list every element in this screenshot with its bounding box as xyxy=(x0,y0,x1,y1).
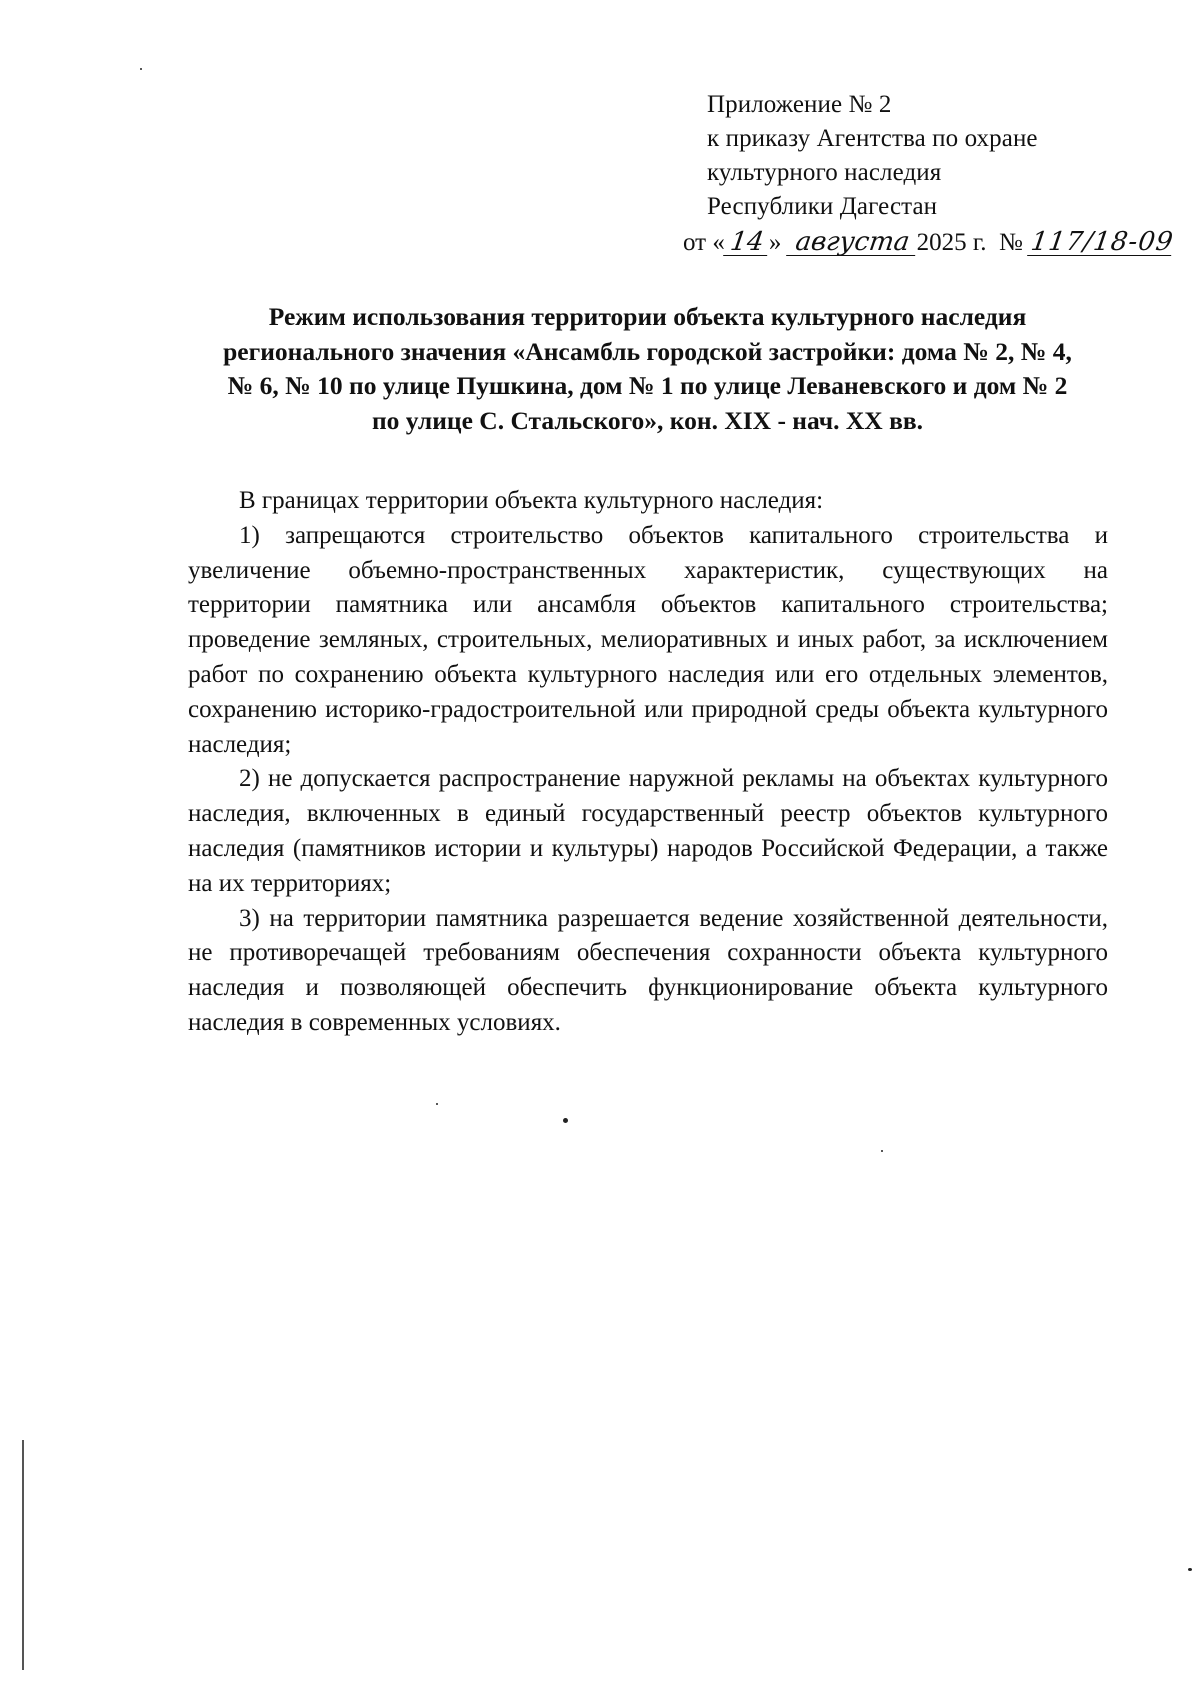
order-date-line xyxy=(683,226,1176,260)
scan-speck xyxy=(563,1118,568,1123)
scan-speck xyxy=(1188,1568,1192,1571)
date-year: 2025 г. xyxy=(916,229,987,256)
handwritten-month: августа xyxy=(786,229,919,256)
scan-margin-line xyxy=(22,1440,24,1670)
scan-speck xyxy=(881,1150,883,1152)
appendix-line-3: культурного наследия xyxy=(707,159,942,186)
title-line-2: регионального значения «Ансамбль городской застройки: дома № 2, № 4, xyxy=(223,336,1072,366)
body-intro: В границах территории объекта культурного наследия: xyxy=(239,487,824,514)
appendix-header xyxy=(707,88,1038,224)
title-line-1: Режим использования территории объекта культурного наследия xyxy=(268,302,1027,331)
appendix-line-2: к приказу Агентства по охране xyxy=(707,125,1038,152)
document-title xyxy=(180,300,1115,438)
title-line-3: № 6, № 10 по улице Пушкина, дом № 1 по улице Леваневского и дом № 2 xyxy=(227,371,1068,400)
number-prefix: № xyxy=(999,229,1023,256)
appendix-line-1: Приложение № 2 xyxy=(707,91,892,118)
title-line-4: по улице С. Стальского», кон. XIX - нач. XX вв. xyxy=(371,405,923,435)
body-item-2: 2) не допускается распространение наружной рекламы на объектах культурного наследия, включенных в единый государственный реестр объектов культурного наследия (памятников истории и культуры) народов Российской Федерации, а также на их территориях; xyxy=(188,765,1108,897)
handwritten-order-number: 117/18-09 xyxy=(1029,227,1176,257)
document-body xyxy=(188,484,1108,1041)
date-mid: » xyxy=(768,229,782,256)
body-item-3: 3) на территории памятника разрешается ведение хозяйственной деятельности, не противоречащей требованиям обеспечения сохранности объекта культурного наследия и позволяющей обеспечить функционирование объекта культурного наследия в современных условиях. xyxy=(188,904,1108,1036)
scan-speck xyxy=(140,68,142,70)
handwritten-day: 14 xyxy=(723,229,771,256)
date-prefix: от « xyxy=(683,229,725,256)
body-item-1: 1) запрещаются строительство объектов капитального строительства и увеличение объемно-пространственных характеристик, существующих на территории памятника или ансамбля объектов капитального строительства; проведение земляных, строительных, мелиоративных и иных работ, за исключением работ по сохранению объекта культурного наследия или его отдельных элементов, сохранению историко-градостроительной или природной среды объекта культурного наследия; xyxy=(188,521,1108,758)
appendix-line-4: Республики Дагестан xyxy=(707,193,938,220)
scan-speck xyxy=(436,1103,438,1105)
